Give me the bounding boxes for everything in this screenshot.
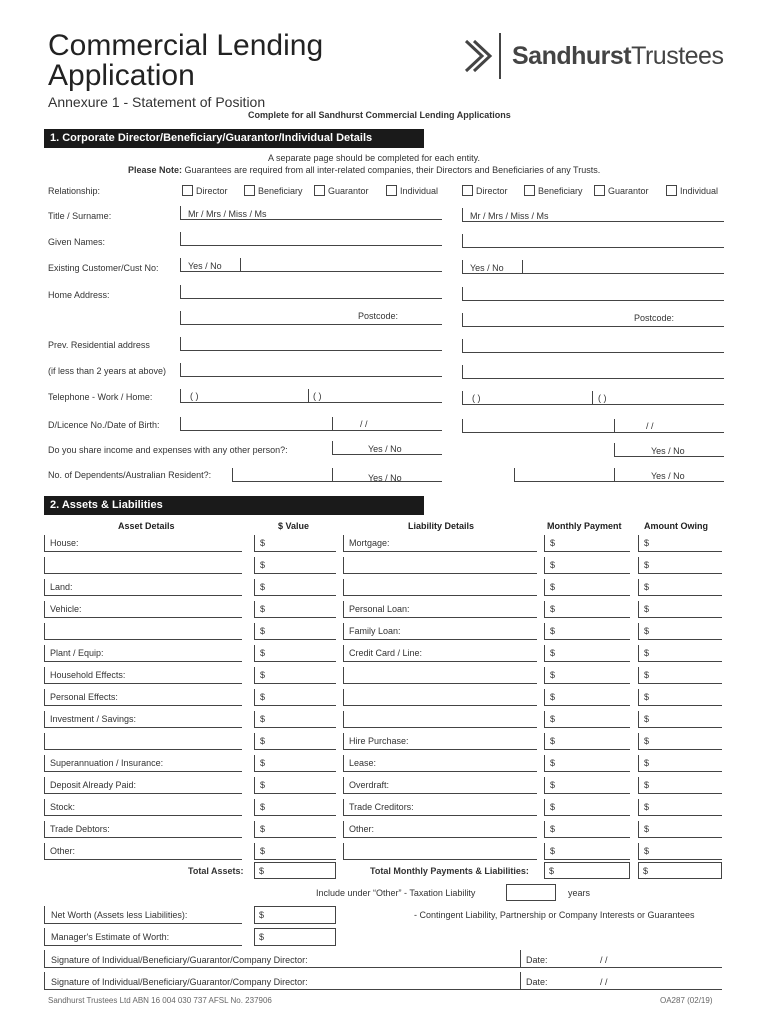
date-slashes-2: / / — [600, 977, 608, 987]
asset-value-cell[interactable]: $ — [254, 711, 336, 728]
asset-details-cell[interactable]: Deposit Already Paid: — [44, 777, 242, 794]
asset-details-cell[interactable]: Investment / Savings: — [44, 711, 242, 728]
telephone-label: Telephone - Work / Home: — [48, 392, 153, 402]
years-label: years — [568, 888, 591, 898]
liability-details-cell[interactable] — [343, 711, 537, 728]
asset-value-cell[interactable]: $ — [254, 733, 336, 750]
liability-details-cell[interactable]: Personal Loan: — [343, 601, 537, 618]
asset-value-cell[interactable]: $ — [254, 623, 336, 640]
liability-details-cell[interactable] — [343, 843, 537, 860]
relationship-checkbox-director-b[interactable] — [462, 185, 473, 196]
liability-details-cell[interactable]: Hire Purchase: — [343, 733, 537, 750]
note-text: Guarantees are required from all inter-related companies, their Directors and Beneficiaries of any Trusts. — [182, 165, 601, 175]
monthly-payment-cell[interactable]: $ — [544, 843, 630, 860]
home-address-field-a2[interactable] — [180, 311, 442, 325]
amount-owing-cell[interactable]: $ — [638, 601, 722, 618]
total-assets-field[interactable] — [254, 862, 336, 879]
divider — [614, 419, 615, 433]
monthly-payment-cell[interactable]: $ — [544, 601, 630, 618]
asset-details-cell[interactable]: Household Effects: — [44, 667, 242, 684]
dependents-label: No. of Dependents/Australian Resident?: — [48, 470, 212, 480]
asset-value-cell[interactable]: $ — [254, 557, 336, 574]
title-options-a: Mr / Mrs / Miss / Ms — [188, 209, 267, 219]
liability-details-cell[interactable]: Credit Card / Line: — [343, 645, 537, 662]
dependents-field-b[interactable] — [514, 468, 724, 482]
footer-company: Sandhurst Trustees Ltd ABN 16 004 030 737 AFSL No. 237906 — [48, 996, 272, 1005]
title-options-b: Mr / Mrs / Miss / Ms — [470, 211, 549, 221]
amount-owing-cell[interactable]: $ — [638, 711, 722, 728]
amount-owing-cell[interactable]: $ — [638, 645, 722, 662]
share-yes-no-b: Yes / No — [651, 446, 685, 456]
include-other-text: Include under “Other” - Taxation Liability — [316, 888, 476, 898]
given-names-field-b[interactable] — [462, 234, 724, 248]
liability-details-cell[interactable]: Other: — [343, 821, 537, 838]
relationship-checkbox-beneficiary-b[interactable] — [524, 185, 535, 196]
relationship-option-label: Beneficiary — [538, 186, 583, 196]
date-field-1[interactable] — [520, 950, 722, 968]
given-names-field-a[interactable] — [180, 232, 442, 246]
amount-owing-cell[interactable]: $ — [638, 623, 722, 640]
asset-details-cell[interactable]: Land: — [44, 579, 242, 596]
relationship-option-label: Beneficiary — [258, 186, 303, 196]
net-worth-label: Net Worth (Assets less Liabilities): — [51, 910, 188, 920]
relationship-option-label: Guarantor — [328, 186, 369, 196]
asset-details-cell[interactable]: Stock: — [44, 799, 242, 816]
relationship-checkbox-director-a[interactable] — [182, 185, 193, 196]
monthly-payment-cell[interactable]: $ — [544, 623, 630, 640]
footer-form-code: OA287 (02/19) — [660, 996, 713, 1005]
asset-value-cell[interactable]: $ — [254, 777, 336, 794]
contingent-text: - Contingent Liability, Partnership or Company Interests or Guarantees — [414, 910, 695, 920]
logo-chevrons-icon — [464, 33, 504, 79]
page-title-line2: Application — [48, 59, 195, 92]
phone-area-a2: ( ) — [313, 391, 322, 401]
liability-details-cell[interactable]: Lease: — [343, 755, 537, 772]
total-monthly-label: Total Monthly Payments & Liabilities: — [370, 866, 529, 876]
asset-details-cell[interactable] — [44, 733, 242, 750]
postcode-label-b: Postcode: — [634, 313, 675, 323]
monthly-payment-cell[interactable]: $ — [544, 821, 630, 838]
date-label-2: Date: — [526, 977, 548, 987]
share-income-label: Do you share income and expenses with any other person?: — [48, 445, 288, 455]
manager-estimate-field[interactable] — [254, 928, 336, 946]
monthly-payment-cell[interactable]: $ — [544, 755, 630, 772]
divider — [522, 260, 523, 274]
section2-heading: 2. Assets & Liabilities — [44, 496, 424, 515]
logo-text-light: Trustees — [631, 42, 724, 70]
asset-details-cell[interactable]: Trade Debtors: — [44, 821, 242, 838]
asset-value-cell[interactable]: $ — [254, 645, 336, 662]
amount-owing-cell[interactable]: $ — [638, 689, 722, 706]
col-liability-details: Liability Details — [408, 521, 475, 531]
licence-field-a[interactable] — [180, 417, 442, 431]
section1-heading: 1. Corporate Director/Beneficiary/Guarantor/Individual Details — [44, 129, 424, 148]
asset-value-cell[interactable]: $ — [254, 689, 336, 706]
relationship-option-label: Individual — [680, 186, 719, 196]
divider — [332, 468, 333, 482]
phone-area-b2: ( ) — [598, 393, 607, 403]
telephone-field-a[interactable] — [180, 389, 442, 403]
monthly-payment-cell[interactable]: $ — [544, 689, 630, 706]
prev-address-field-b2[interactable] — [462, 365, 724, 379]
amount-owing-cell[interactable]: $ — [638, 799, 722, 816]
existing-yes-no-a: Yes / No — [188, 261, 222, 271]
logo-text — [512, 42, 723, 71]
asset-value-cell[interactable]: $ — [254, 601, 336, 618]
logo-text-bold: Sandhurst — [512, 42, 632, 70]
phone-area-a1: ( ) — [190, 391, 199, 401]
manager-estimate-label: Manager's Estimate of Worth: — [51, 932, 170, 942]
relationship-checkbox-individual-a[interactable] — [386, 185, 397, 196]
liability-details-cell[interactable]: Overdraft: — [343, 777, 537, 794]
resident-yes-no-b: Yes / No — [651, 471, 685, 481]
amount-owing-cell[interactable]: $ — [638, 733, 722, 750]
home-address-field-b2[interactable] — [462, 313, 724, 327]
amount-owing-cell[interactable]: $ — [638, 557, 722, 574]
liability-details-cell[interactable] — [343, 579, 537, 596]
relationship-option-label: Director — [196, 186, 228, 196]
amount-owing-cell[interactable]: $ — [638, 535, 722, 552]
prev-address-field-b[interactable] — [462, 339, 724, 353]
monthly-payment-cell[interactable]: $ — [544, 799, 630, 816]
postcode-label-a: Postcode: — [358, 311, 399, 321]
licence-label: D/Licence No./Date of Birth: — [48, 420, 160, 430]
telephone-field-b[interactable] — [462, 391, 724, 405]
home-address-label: Home Address: — [48, 290, 110, 300]
net-worth-dollar: $ — [259, 910, 265, 920]
asset-details-cell[interactable] — [44, 623, 242, 640]
signature-label-1: Signature of Individual/Beneficiary/Guarantor/Company Director: — [51, 955, 308, 965]
total-monthly-dollar: $ — [549, 866, 555, 876]
page-subtitle: Annexure 1 - Statement of Position — [48, 94, 266, 110]
prev-address-field-a2[interactable] — [180, 363, 442, 377]
monthly-payment-cell[interactable]: $ — [544, 557, 630, 574]
share-yes-no-a: Yes / No — [368, 444, 402, 454]
relationship-checkbox-guarantor-a[interactable] — [314, 185, 325, 196]
instruction-text: Complete for all Sandhurst Commercial Lending Applications — [248, 110, 511, 120]
prev-address-label: Prev. Residential address — [48, 340, 150, 350]
given-names-label: Given Names: — [48, 237, 106, 247]
amount-owing-cell[interactable]: $ — [638, 821, 722, 838]
relationship-checkbox-guarantor-b[interactable] — [594, 185, 605, 196]
existing-yes-no-b: Yes / No — [470, 263, 504, 273]
signature-label-2: Signature of Individual/Beneficiary/Guarantor/Company Director: — [51, 977, 308, 987]
date-label-1: Date: — [526, 955, 548, 965]
asset-details-cell[interactable]: House: — [44, 535, 242, 552]
monthly-payment-cell[interactable]: $ — [544, 579, 630, 596]
relationship-option-label: Individual — [400, 186, 439, 196]
prev-address-field-a[interactable] — [180, 337, 442, 351]
asset-value-cell[interactable]: $ — [254, 843, 336, 860]
col-asset-details: Asset Details — [118, 521, 175, 531]
manager-estimate-dollar: $ — [259, 932, 265, 942]
asset-value-cell[interactable]: $ — [254, 667, 336, 684]
monthly-payment-cell[interactable]: $ — [544, 733, 630, 750]
asset-value-cell[interactable]: $ — [254, 821, 336, 838]
amount-owing-cell[interactable]: $ — [638, 579, 722, 596]
net-worth-field[interactable] — [254, 906, 336, 924]
amount-owing-cell[interactable]: $ — [638, 755, 722, 772]
col-value: $ Value — [278, 521, 310, 531]
asset-value-cell[interactable]: $ — [254, 535, 336, 552]
dependents-field-a[interactable] — [232, 468, 442, 482]
liability-details-cell[interactable]: Family Loan: — [343, 623, 537, 640]
relationship-label: Relationship: — [48, 186, 101, 196]
total-assets-label: Total Assets: — [188, 866, 244, 876]
total-monthly-field[interactable] — [544, 862, 630, 879]
total-owing-field[interactable] — [638, 862, 722, 879]
relationship-checkbox-beneficiary-a[interactable] — [244, 185, 255, 196]
relationship-option-label: Director — [476, 186, 508, 196]
relationship-checkbox-individual-b[interactable] — [666, 185, 677, 196]
monthly-payment-cell[interactable]: $ — [544, 667, 630, 684]
existing-customer-label: Existing Customer/Cust No: — [48, 263, 159, 273]
monthly-payment-cell[interactable]: $ — [544, 535, 630, 552]
divider — [240, 258, 241, 272]
company-logo — [464, 33, 504, 84]
asset-value-cell[interactable]: $ — [254, 755, 336, 772]
home-address-field-b[interactable] — [462, 287, 724, 301]
liability-details-cell[interactable]: Trade Creditors: — [343, 799, 537, 816]
asset-value-cell[interactable]: $ — [254, 579, 336, 596]
asset-details-cell[interactable] — [44, 557, 242, 574]
relationship-option-label: Guarantor — [608, 186, 649, 196]
asset-value-cell[interactable]: $ — [254, 799, 336, 816]
prev-address-label2: (if less than 2 years at above) — [48, 366, 167, 376]
asset-details-cell[interactable]: Personal Effects: — [44, 689, 242, 706]
amount-owing-cell[interactable]: $ — [638, 667, 722, 684]
liability-details-cell[interactable]: Mortgage: — [343, 535, 537, 552]
page-title-line1: Commercial Lending — [48, 29, 324, 62]
monthly-payment-cell[interactable]: $ — [544, 777, 630, 794]
liability-details-cell[interactable] — [343, 667, 537, 684]
phone-area-b1: ( ) — [472, 393, 481, 403]
note-label: Please Note: — [128, 165, 183, 175]
asset-details-cell[interactable]: Superannuation / Insurance: — [44, 755, 242, 772]
section1-note1: A separate page should be completed for each entity. — [268, 153, 480, 163]
dob-slashes-a: / / — [360, 419, 368, 429]
section1-note2 — [128, 165, 600, 175]
monthly-payment-cell[interactable]: $ — [544, 645, 630, 662]
liability-details-cell[interactable] — [343, 689, 537, 706]
date-field-2[interactable] — [520, 972, 722, 990]
amount-owing-cell[interactable]: $ — [638, 843, 722, 860]
asset-details-cell[interactable]: Vehicle: — [44, 601, 242, 618]
total-assets-dollar: $ — [259, 866, 265, 876]
dob-slashes-b: / / — [646, 421, 654, 431]
title-surname-label: Title / Surname: — [48, 211, 112, 221]
taxation-years-field[interactable] — [506, 884, 556, 901]
col-amount-owing: Amount Owing — [644, 521, 708, 531]
col-monthly-payment: Monthly Payment — [547, 521, 622, 531]
divider — [614, 468, 615, 482]
resident-yes-no-a: Yes / No — [368, 473, 402, 483]
monthly-payment-cell[interactable]: $ — [544, 711, 630, 728]
date-slashes-1: / / — [600, 955, 608, 965]
liability-details-cell[interactable] — [343, 557, 537, 574]
divider — [308, 389, 309, 403]
divider — [332, 417, 333, 431]
amount-owing-cell[interactable]: $ — [638, 777, 722, 794]
divider — [592, 391, 593, 405]
asset-details-cell[interactable]: Plant / Equip: — [44, 645, 242, 662]
asset-details-cell[interactable]: Other: — [44, 843, 242, 860]
home-address-field-a[interactable] — [180, 285, 442, 299]
total-owing-dollar: $ — [643, 866, 649, 876]
licence-field-b[interactable] — [462, 419, 724, 433]
